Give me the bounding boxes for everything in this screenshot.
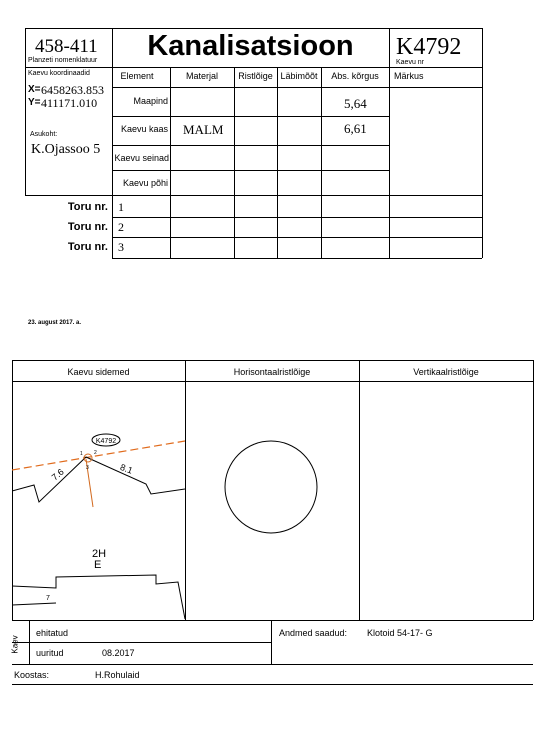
author-label: Koostas: (14, 670, 50, 680)
distance-left: 7.6 (49, 466, 66, 483)
location-value: K.Ojassoo 5 (31, 142, 101, 157)
pipe-number-1: 1 (118, 200, 124, 214)
lid-abs-height: 6,61 (344, 121, 367, 136)
coord-y-value: 411171.010 (41, 96, 98, 110)
col-abs-height: Abs. kõrgus (331, 71, 379, 81)
row-label-walls: Kaevu seinad (114, 153, 169, 163)
point-3: 3 (86, 465, 89, 471)
point-1: 1 (80, 451, 83, 457)
nomenclature-value: 458-411 (35, 36, 98, 57)
fence-label: 7 (46, 595, 50, 602)
pipe-number-2: 2 (118, 220, 124, 234)
pipe-label-1: Toru nr. (67, 201, 108, 213)
coord-x-value: 6458263.853 (41, 83, 104, 97)
side-label-well: Kaev (10, 635, 20, 654)
coord-y-label: Y= (28, 97, 41, 108)
ground-abs-height: 5,64 (344, 96, 367, 111)
surveyed-label: uuritud (36, 648, 64, 658)
connections-sketch (12, 381, 185, 620)
row-label-ground: Maapind (133, 96, 168, 106)
panel-title-horizontal: Horisontaalristlõige (233, 367, 311, 377)
building-outline (12, 575, 185, 619)
data-source-label: Andmed saadud: (279, 628, 348, 638)
lid-material: MALM (183, 122, 224, 137)
distance-right: 8.1 (118, 461, 135, 476)
col-diameter: Läbimõõt (280, 71, 318, 81)
pipe-label-2: Toru nr. (67, 221, 108, 233)
author-value: H.Rohulaid (95, 670, 140, 680)
data-source-value: Klotoid 54-17- G (367, 628, 433, 638)
built-label: ehitatud (36, 628, 69, 638)
col-cross-section: Ristlõige (238, 71, 273, 81)
panel-title-connections: Kaevu sidemed (67, 367, 130, 377)
coord-x-label: X= (28, 84, 41, 95)
building-material: E (94, 559, 102, 571)
building-label: 2H (92, 548, 107, 560)
well-number: K4792 (396, 34, 462, 60)
col-material: Materjal (185, 71, 218, 81)
row-label-bottom: Kaevu põhi (122, 178, 168, 188)
horizontal-section-circle (185, 381, 359, 620)
point-2: 2 (94, 450, 97, 456)
well-tag-text: K4792 (95, 438, 117, 445)
pipe-number-3: 3 (118, 240, 124, 254)
nomenclature-label: Planzeti nomenklatuur (28, 57, 98, 64)
panel-title-vertical: Vertikaalristlõige (413, 367, 479, 377)
row-label-lid: Kaevu kaas (120, 124, 168, 134)
plot-outline (12, 457, 185, 502)
col-element: Element (120, 71, 154, 81)
coords-label: Kaevu koordinaadid (28, 70, 90, 77)
col-notes: Märkus (394, 71, 424, 81)
location-label: Asukoht: (30, 131, 58, 138)
page-title: Kanalisatsioon (147, 30, 354, 62)
pipe-label-3: Toru nr. (67, 241, 108, 253)
well-number-label: Kaevu nr (396, 59, 425, 66)
surveyed-value: 08.2017 (102, 648, 135, 658)
document-date: 23. august 2017. a. (28, 320, 82, 326)
